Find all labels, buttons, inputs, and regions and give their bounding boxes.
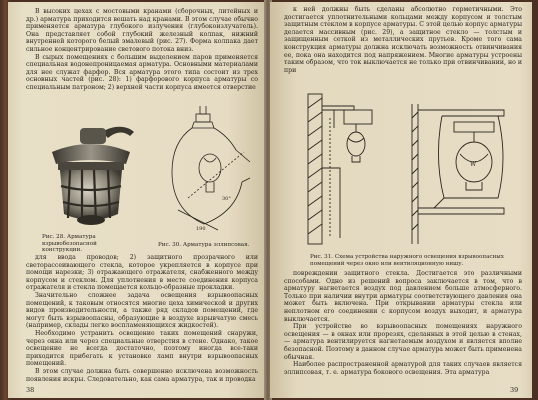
page-number: 38: [26, 386, 35, 394]
right-page-text-top: [284, 6, 522, 74]
paragraph: для ввода проводов; 2) защитного прозрачного или светорассеивающего стекла, которое укрепляется в корпусе при помощи нарезки; 3) отражающего отражателя, снабженного между корпусом и стеклом. Для уплотнения в месте соединения корпуса отражателя и стекла помещается кольцо-образные прокладки.: [26, 254, 258, 292]
paragraph: В сырых помещениях с большим выделением паров применяется специальная водонепроницаемая арматура. Основными материалами для нее служат фарфор. Вся арматура этого типа состоит из трех основных частей (рис. 28): 1) фарфорового корпуса арматуры со специальным патроном; 2) верхней части корпуса имеется отверстие: [26, 53, 258, 91]
figure-caption: Рис. 31. Схема устройства наружного освещения взрывоопасных помещений через окно или вентиляционную нишу.: [310, 254, 504, 267]
left-page-text-top: [26, 8, 258, 92]
paragraph: В высоких цехах с мостовыми кранами (сборочных, литейных и др.) арматура приходится вешать над кранами. В этом случае обычно применяется арматура глубокого излучения (глубокоизлучатель). Она представляет собой глубокий железный колпак, нижний внутренней которого белый эмалевый (рис. 27). Форма колпака дает сильное концентрирование светового потока вниз.: [26, 8, 258, 53]
figure-dimension-label: 30°: [222, 196, 231, 202]
right-page-text-bottom: [284, 270, 522, 376]
figure-label: W: [470, 161, 477, 168]
left-page-text-bottom: [26, 254, 258, 383]
figure-elliptical-fixture: [158, 102, 258, 242]
page-number: 39: [510, 386, 519, 394]
paragraph: к ней должны быть сделаны абсолютно герметичными. Это достигается уплотнительными кольцами между корпусом и толстым защитным стеклом в корпусе арматуры. С этой целью корпус арматуры делается массивным (рис. 29), а защитное стекло — толстым и защищенным сеткой из металлических прутьев. Кроме того сама конструкция арматуры должна исключать возможность отвинчивания ее, пока она находится под напряжением. Многие арматуры устроены таким образом, что ток выключается не только при отвинчивании, но и при: [284, 6, 522, 74]
left-page: [8, 2, 266, 398]
paragraph: При устройстве во взрывоопасных помещениях наружного освещения — в окнах или прорезях, сделанных в этой целью в стенах, — арматура вентилируется нагнетаемым воздухом и является вполне безопасной. Поэтому в данном случае арматура может быть применена обычная.: [284, 323, 522, 361]
paragraph: Необходимо устранить освещение таких помещений снаружи, через окна или через специальные отверстия в стене. Однако, такое освещение не всегда достаточно, поэтому иногда все-таки приходится прибегать к установке ламп внутри взрывоопасных помещений.: [26, 329, 258, 368]
paragraph: Значительно сложнее задача освещения взрывоопасных помещений, к таковым относятся многие цеха химической и других видов производительности, а также ряд складов помещений, где могут быть взрывоопасны, образующие в воздухе взрывчатую смесь (например, склады легко воспламеняющихся жидкостей).: [26, 291, 258, 330]
figure-dimension-label: 190: [196, 226, 206, 232]
figure-caption: Рис. 28. Арматура взрывобезопасной конструкции.: [42, 234, 97, 254]
figure-window-lighting-schematic: [294, 88, 520, 250]
figure-explosion-proof-fixture: [30, 114, 140, 234]
paragraph: повреждении защитного стекла. Достигается это различными способами. Одно из решений вопроса заключается в том, что в арматуру нагнетается воздух под давлением больше атмосферного. Только при наличии внутри арматуры соответствующего давления она может быть включена. При открывании арматуры стекла или неплотном его соединении с корпусом воздух выходит, и арматура выключается.: [284, 270, 522, 323]
right-page: [270, 2, 532, 398]
paragraph: Наиболее распространенной арматурой для таких случаев является эллипсовая, т. е. арматура бокового освещения. Эта арматура: [284, 361, 522, 376]
paragraph: В этом случае должна быть совершенно исключена возможность появления искры. Следовательно, как сама арматура, так и проводка: [26, 367, 258, 383]
figure-caption: Рис. 30. Арматура эллипсовая.: [158, 242, 250, 248]
